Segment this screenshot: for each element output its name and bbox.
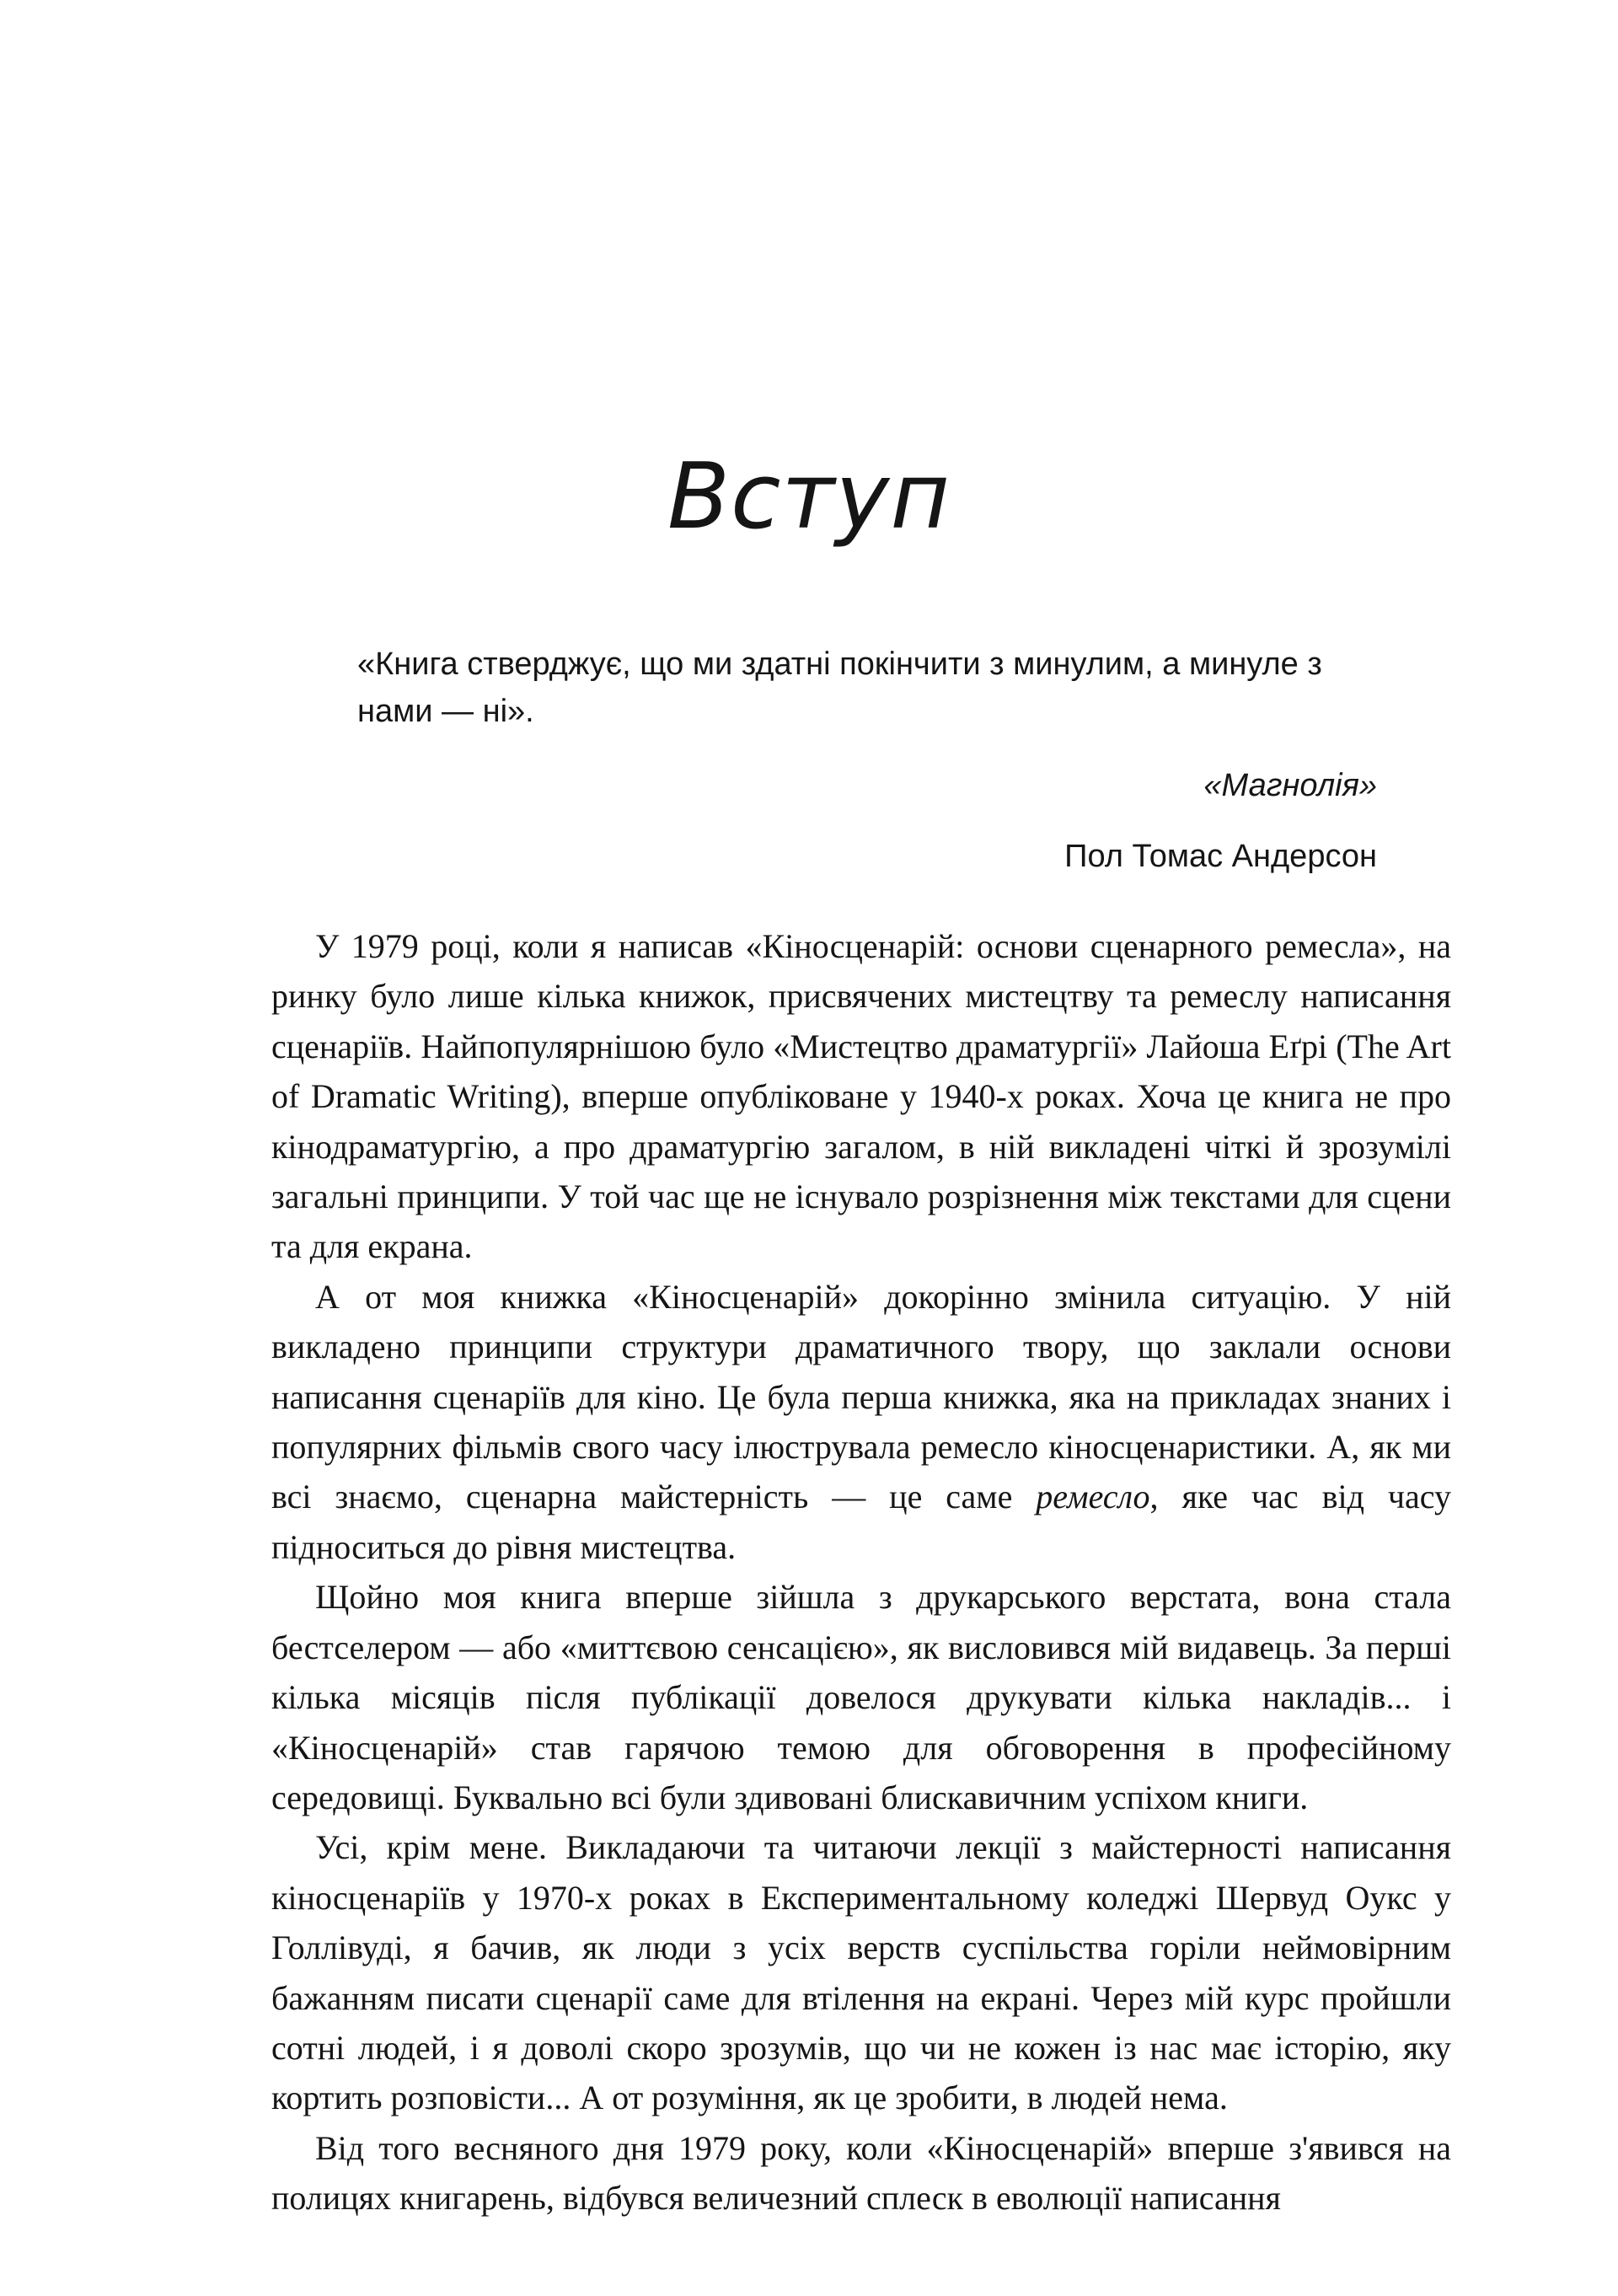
paragraph-4: Усі, крім мене. Викладаючи та читаючи лекції з майстерності написання кіносценаріїв у 1970-х роках в Експериментальному коледжі Шервуд Оукс у Голлівуді, я бачив, як люди з усіх верств суспільства горіли неймовірним бажанням писати сценарії саме для втілення на екрані. Через мій курс пройшли сотні людей, і я доволі скоро зрозумів, що чи не кожен із нас має історію, яку кортить розповісти... А от розуміння, як це зробити, в людей нема. (271, 1828, 1451, 2117)
paragraph-2-emphasis: ремесло (1036, 1478, 1150, 1516)
paragraph-2 (271, 1272, 1451, 1572)
paragraph-2-text-before: А от моя книжка «Кіносценарій» докорінно змінила ситуацію. У ній викладено принципи структури драматичного твору, що заклали основи написання сценаріїв для кіно. Це була перша книжка, яка на прикладах знаних і популярних фільмів свого часу ілюструвала ремесло кіносценаристики. А, як ми всі знаємо, сценарна майстерність — це саме (271, 1277, 1451, 1516)
paragraph-2-text-after: , яке час від часу підноситься до рівня мистецтва. (271, 1478, 1451, 1566)
paragraph-1: У 1979 році, коли я написав «Кіносценарій: основи сценарного ремесла», на ринку було лише кілька книжок, присвячених мистецтву та ремеслу написання сценаріїв. Найпопулярнішою було «Мистецтво драматургії» Лайоша Еґрі (The Art of Dramatic Writing), вперше опубліковане у 1940-х роках. Хоча це книга не про кінодраматургію, а про драматургію загалом, в ній викладені чіткі й зрозумілі загальні принципи. У той час ще не існувало розрізнення між текстами для сцени та для екрана. (271, 927, 1451, 1266)
paragraph-5: Від того весняного дня 1979 року, коли «Кіносценарій» вперше з'явився на полицях книгарень, відбувся величезний сплеск в еволюції написання (271, 2128, 1451, 2218)
chapter-title: Вступ (667, 444, 951, 550)
paragraph-3: Щойно моя книга вперше зійшла з друкарського верстата, вона стала бестселером — або «миттєвою сенсацією», як висловився мій видавець. За перші кілька місяців після публікації довелося друкувати кілька накладів... і «Кіносценарій» став гарячою темою для обговорення в професійному середовищі. Буквально всі були здивовані блискавичним успіхом книги. (271, 1578, 1451, 1816)
epigraph-author: Пол Томас Андерсон (1064, 839, 1377, 874)
epigraph-source: «Магнолія» (1203, 768, 1377, 803)
epigraph-quote: «Книга стверджує, що ми здатні покінчити з минулим, а минуле з нами — ні». (357, 646, 1322, 729)
epigraph (357, 641, 1377, 880)
body-text (271, 921, 1451, 2224)
